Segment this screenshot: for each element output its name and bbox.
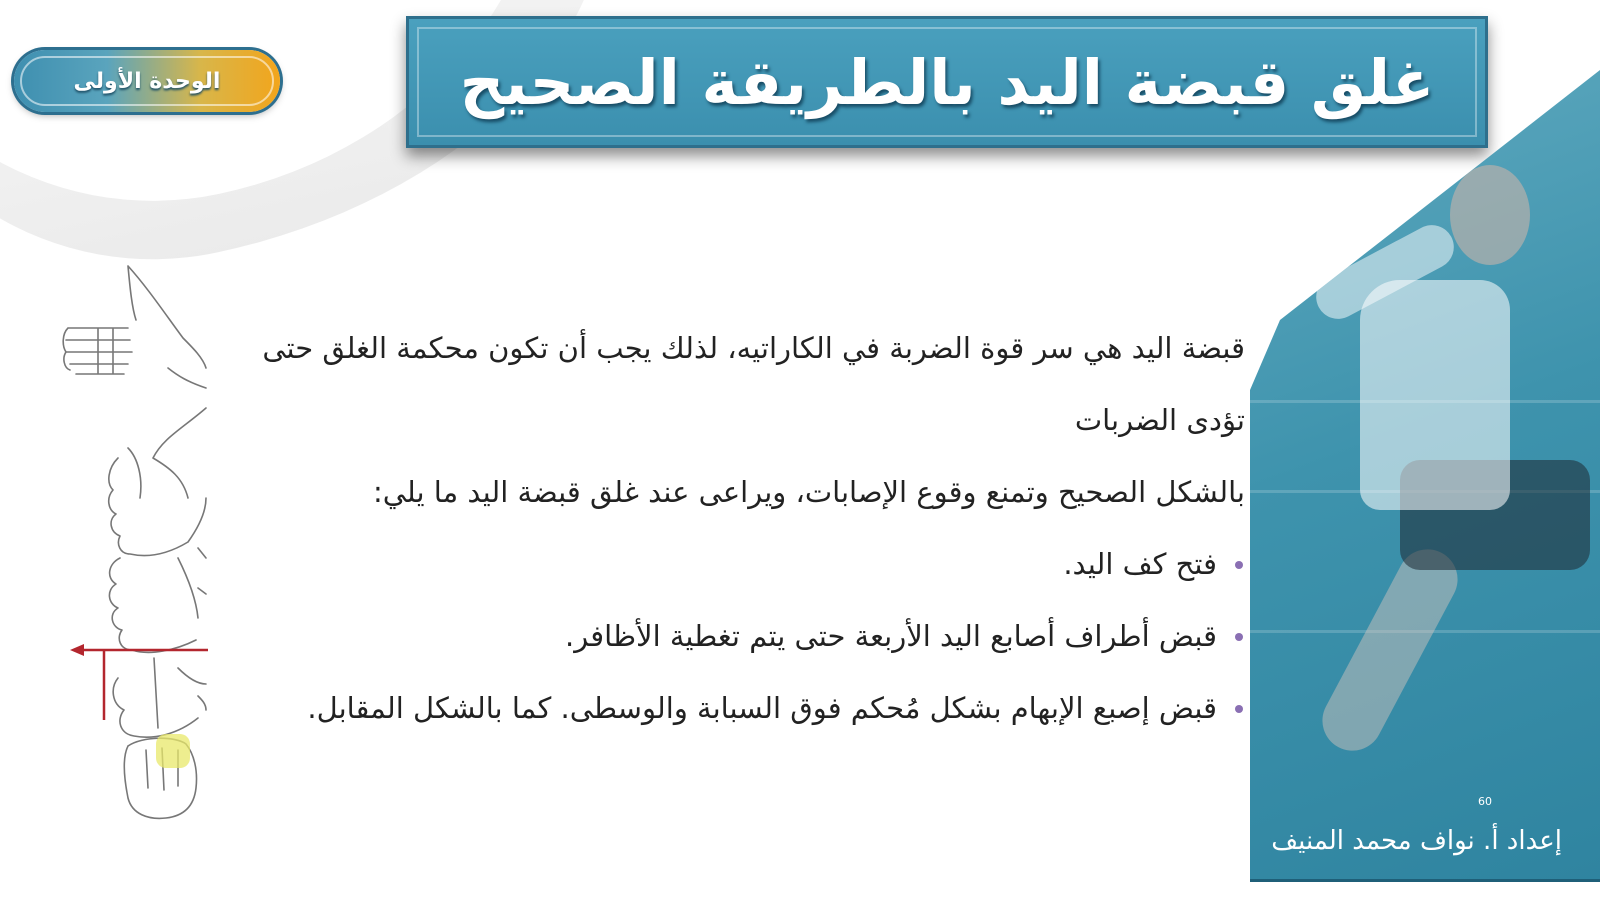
step-item: قبض إصبع الإبهام بشكل مُحكم فوق السبابة والوسطى. كما بالشكل المقابل. (215, 672, 1245, 744)
author-credit: إعداد أ. نواف محمد المنيف (1271, 826, 1562, 856)
intro-line-2: بالشكل الصحيح وتمنع وقوع الإصابات، ويراعى عند غلق قبضة اليد ما يلي: (372, 475, 1245, 509)
unit-badge[interactable] (14, 50, 280, 112)
knuckle-highlight (156, 734, 190, 768)
step-item: فتح كف اليد. (215, 528, 1245, 600)
unit-badge-label: الوحدة الأولى (73, 68, 221, 94)
thumb-fist-icon (113, 658, 206, 737)
intro-line-1: قبضة اليد هي سر قوة الضربة في الكاراتيه، لذلك يجب أن تكون محكمة الغلق حتى تؤدى الضربات (262, 331, 1245, 437)
page-number: 60 (1478, 795, 1492, 808)
step-item: قبض أطراف أصابع اليد الأربعة حتى يتم تغطية الأظافر. (215, 600, 1245, 672)
closed-fist-icon (109, 548, 206, 652)
steps-list (215, 528, 1245, 744)
hand-sequence-illustration (58, 258, 218, 828)
red-arrow-icon (70, 644, 208, 720)
curling-hand-icon (109, 408, 206, 556)
lesson-content (215, 312, 1245, 744)
slide-title: غلق قبضة اليد بالطريقة الصحيح (459, 45, 1435, 119)
open-hand-icon (63, 266, 206, 388)
photo-panel-frame (1250, 70, 1600, 882)
